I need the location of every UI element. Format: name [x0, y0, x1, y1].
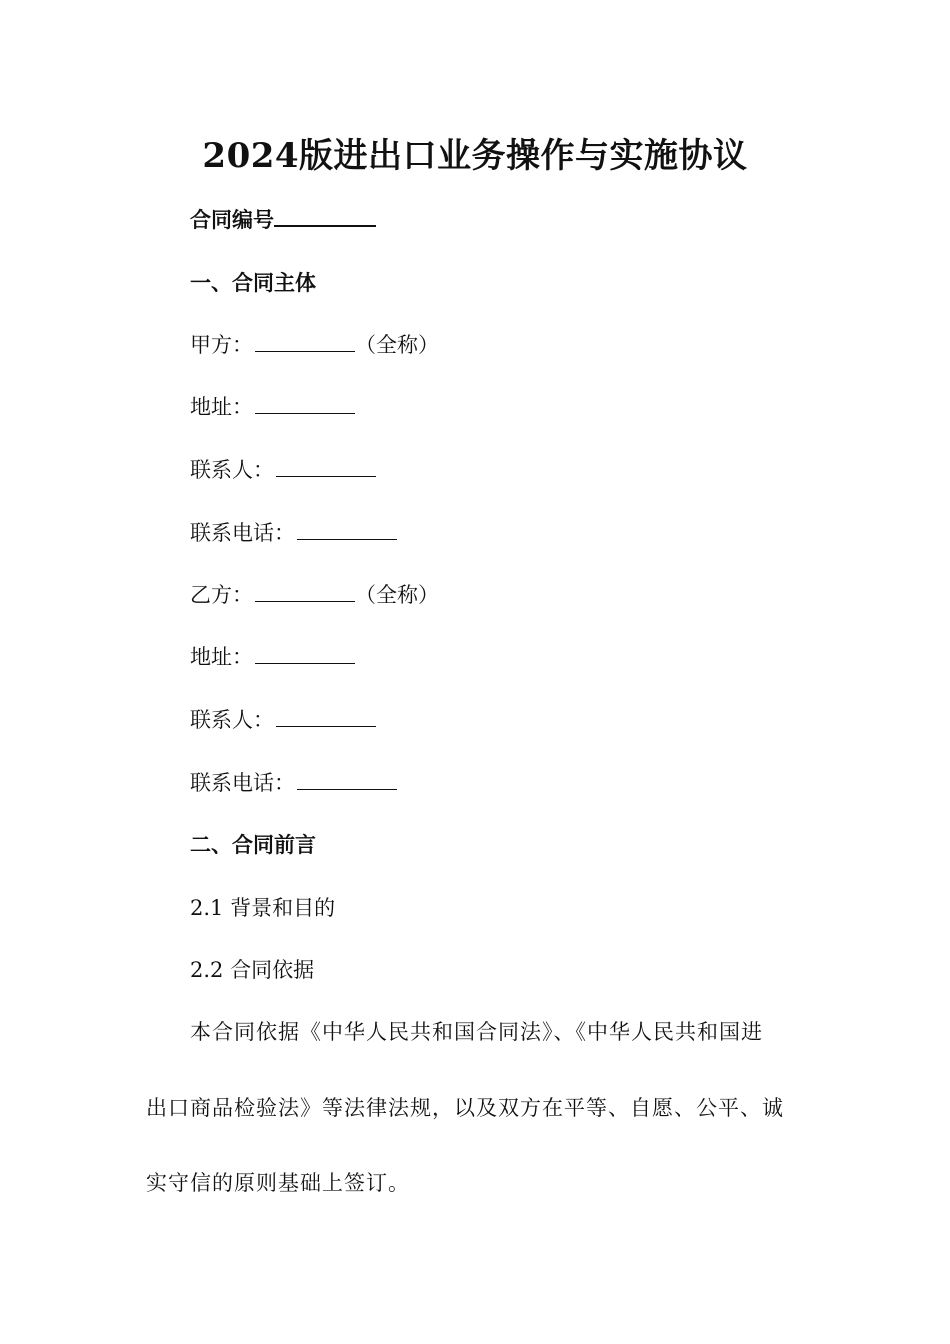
party-b-name-blank[interactable]: [255, 581, 355, 602]
party-a-row: [190, 330, 439, 360]
party-b-address-row: [190, 642, 355, 672]
item-contract-basis: 2.2 合同依据: [190, 958, 315, 982]
section-heading-preamble: 二、合同前言: [190, 832, 316, 857]
contract-number-row: [190, 205, 376, 235]
party-a-contact-label: 联系人：: [190, 458, 274, 482]
paragraph-line-1: 本合同依据《中华人民共和国合同法》、《中华人民共和国进: [190, 1020, 763, 1044]
party-a-suffix: （全称）: [355, 333, 439, 357]
paragraph-line-2: 出口商品检验法》等法律法规，以及双方在平等、自愿、公平、诚: [146, 1096, 784, 1120]
document-title: 2024版进出口业务操作与实施协议: [202, 136, 748, 176]
party-a-contact-row: [190, 455, 376, 485]
party-b-contact-row: [190, 705, 376, 735]
party-a-address-blank[interactable]: [255, 393, 355, 414]
party-b-row: [190, 580, 439, 610]
item-background-purpose: 2.1 背景和目的: [190, 896, 336, 920]
party-a-phone-blank[interactable]: [297, 519, 397, 540]
party-b-phone-row: [190, 768, 397, 798]
party-a-label: 甲方：: [190, 333, 253, 357]
contract-number-label: 合同编号: [190, 207, 274, 232]
party-b-phone-blank[interactable]: [297, 769, 397, 790]
section-heading-parties: 一、合同主体: [190, 270, 316, 295]
contract-number-blank[interactable]: [274, 205, 376, 227]
party-a-phone-label: 联系电话：: [190, 521, 295, 545]
party-b-address-blank[interactable]: [255, 643, 355, 664]
party-b-label: 乙方：: [190, 583, 253, 607]
party-a-address-row: [190, 392, 355, 422]
paragraph-line-3: 实守信的原则基础上签订。: [146, 1171, 410, 1195]
party-a-phone-row: [190, 518, 397, 548]
party-b-contact-blank[interactable]: [276, 706, 376, 727]
party-a-contact-blank[interactable]: [276, 456, 376, 477]
party-b-address-label: 地址：: [190, 645, 253, 669]
party-a-address-label: 地址：: [190, 395, 253, 419]
party-b-suffix: （全称）: [355, 583, 439, 607]
party-b-contact-label: 联系人：: [190, 708, 274, 732]
party-a-name-blank[interactable]: [255, 331, 355, 352]
party-b-phone-label: 联系电话：: [190, 771, 295, 795]
